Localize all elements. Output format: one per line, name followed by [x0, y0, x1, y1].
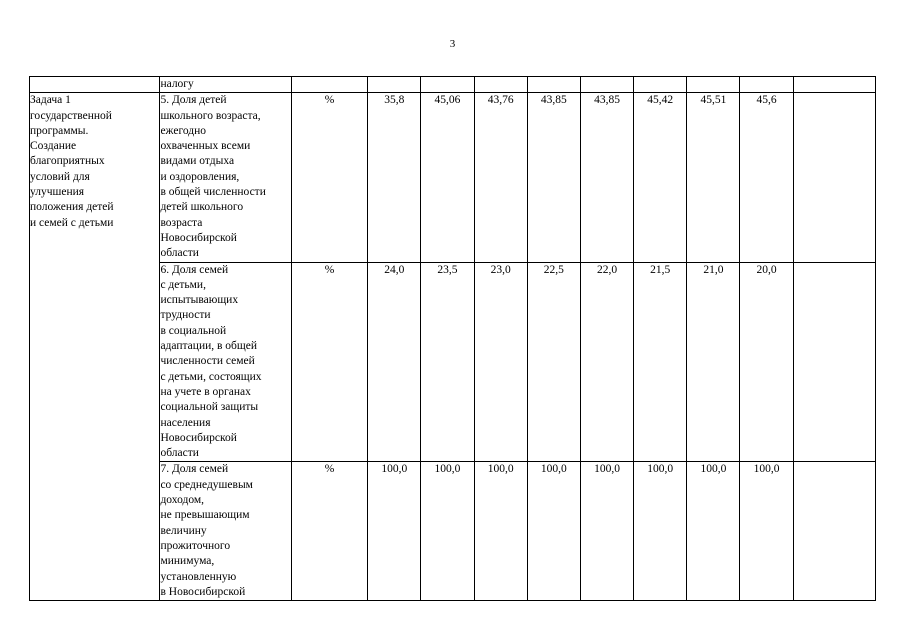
- table-row: [30, 77, 876, 93]
- value-cell: 100,0: [421, 462, 474, 601]
- indicator-line: со среднедушевым: [160, 478, 253, 491]
- indicator-line: школьного возраста,: [160, 109, 261, 122]
- value-cell: 100,0: [687, 462, 740, 601]
- value-cell-empty: [421, 77, 474, 93]
- value-cell-empty: [527, 77, 580, 93]
- task-line: Создание: [30, 140, 77, 153]
- indicator-cell: [160, 262, 291, 462]
- value-cell: 43,85: [580, 93, 633, 262]
- value-cell: 20,0: [740, 262, 793, 462]
- value-cell-empty: [474, 77, 527, 93]
- value-cell: 22,0: [580, 262, 633, 462]
- value-cell-empty: [793, 462, 875, 601]
- indicators-table: [29, 76, 876, 601]
- value-cell: 100,0: [527, 462, 580, 601]
- indicator-line: детей школьного: [160, 201, 244, 214]
- indicator-line: в социальной: [160, 324, 227, 337]
- indicator-line: не превышающим: [160, 509, 250, 522]
- value-cell: 100,0: [368, 462, 421, 601]
- indicator-line: 7. Доля семей: [160, 463, 229, 476]
- task-line: государственной: [30, 109, 112, 122]
- indicator-line: социальной защиты: [160, 401, 259, 414]
- indicator-line: прожиточного: [160, 539, 231, 552]
- indicator-line: 6. Доля семей: [160, 263, 229, 276]
- value-cell: 100,0: [580, 462, 633, 601]
- page-number: 3: [449, 38, 456, 50]
- indicator-line: области: [160, 447, 199, 460]
- indicator-line: адаптации, в общей: [160, 340, 258, 353]
- indicator-line: минимума,: [160, 555, 215, 568]
- indicator-line: Новосибирской: [160, 231, 237, 244]
- value-cell: 43,85: [527, 93, 580, 262]
- task-line: благоприятных: [30, 155, 105, 168]
- indicator-line: видами отдыха: [160, 155, 235, 168]
- task-line: положения детей: [30, 201, 114, 214]
- indicator-line: величину: [160, 524, 207, 537]
- indicator-line: доходом,: [160, 494, 205, 507]
- value-cell: 21,0: [687, 262, 740, 462]
- task-line: Задача 1: [30, 94, 71, 107]
- indicator-line: ежегодно: [160, 124, 207, 137]
- indicator-line: налогу: [160, 78, 194, 90]
- indicator-line: населения: [160, 416, 211, 429]
- indicator-line: испытывающих: [160, 294, 239, 307]
- value-cell: 23,5: [421, 262, 474, 462]
- unit-cell: %: [291, 262, 367, 462]
- value-cell-empty: [291, 77, 367, 93]
- task-cell-empty: [30, 77, 160, 93]
- value-cell: 23,0: [474, 262, 527, 462]
- value-cell-empty: [740, 77, 793, 93]
- indicator-line: в общей численности: [160, 186, 266, 199]
- indicator-line: охваченных всеми: [160, 140, 251, 153]
- value-cell: 100,0: [474, 462, 527, 601]
- task-cell: [30, 93, 160, 601]
- table-row: [30, 93, 876, 262]
- value-cell: 45,42: [634, 93, 687, 262]
- unit-cell: %: [291, 93, 367, 262]
- unit-cell: %: [291, 462, 367, 601]
- value-cell: 100,0: [634, 462, 687, 601]
- value-cell-empty: [368, 77, 421, 93]
- value-cell: 100,0: [740, 462, 793, 601]
- indicator-cell: [160, 462, 291, 601]
- value-cell-empty: [793, 262, 875, 462]
- value-cell: 22,5: [527, 262, 580, 462]
- task-line: программы.: [30, 124, 89, 137]
- value-cell-empty: [580, 77, 633, 93]
- indicator-line: на учете в органах: [160, 385, 251, 398]
- value-cell: 45,51: [687, 93, 740, 262]
- indicator-line: в Новосибирской: [160, 585, 246, 598]
- indicator-line: установленную: [160, 570, 237, 583]
- value-cell-empty: [687, 77, 740, 93]
- value-cell: 45,06: [421, 93, 474, 262]
- task-line: условий для: [30, 170, 90, 183]
- value-cell-empty: [793, 77, 875, 93]
- indicator-line: с детьми,: [160, 278, 206, 291]
- task-line: и семей с детьми: [30, 216, 114, 229]
- value-cell: 24,0: [368, 262, 421, 462]
- indicator-line: Новосибирской: [160, 431, 237, 444]
- indicator-line: численности семей: [160, 355, 255, 368]
- indicator-line: с детьми, состоящих: [160, 370, 262, 383]
- indicator-line: 5. Доля детей: [160, 94, 227, 107]
- indicator-line: возраста: [160, 216, 203, 229]
- value-cell: 45,6: [740, 93, 793, 262]
- indicator-line: и оздоровления,: [160, 170, 240, 183]
- task-line: улучшения: [30, 186, 85, 199]
- value-cell: 35,8: [368, 93, 421, 262]
- indicator-cell: [160, 77, 291, 93]
- value-cell-empty: [793, 93, 875, 262]
- value-cell-empty: [634, 77, 687, 93]
- indicator-line: области: [160, 247, 199, 260]
- value-cell: 43,76: [474, 93, 527, 262]
- indicator-line: трудности: [160, 309, 211, 322]
- value-cell: 21,5: [634, 262, 687, 462]
- indicator-cell: [160, 93, 291, 262]
